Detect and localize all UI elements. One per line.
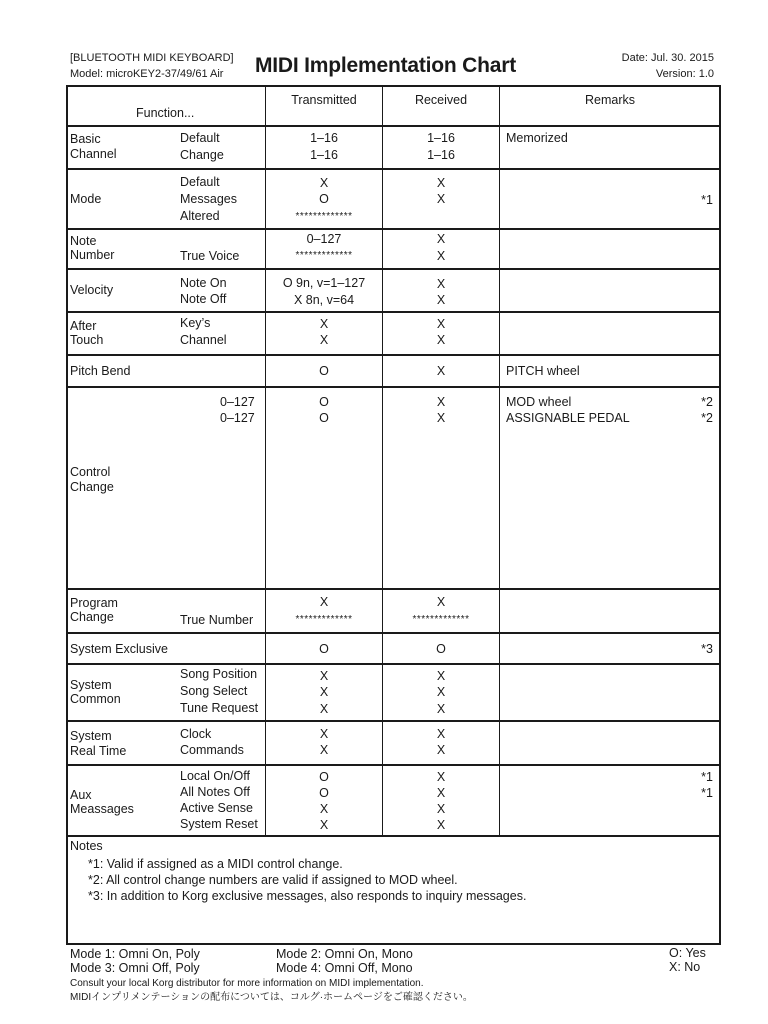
remark-marker: *1 [701, 786, 713, 800]
row-label-aux: Aux [70, 788, 92, 802]
column-divider [499, 85, 500, 836]
row-label-system-exclusive: System Exclusive [70, 642, 168, 656]
row-label-control: Control [70, 465, 111, 479]
mode-legend: Mode 2: Omni On, Mono [276, 947, 413, 961]
received-value: X [436, 786, 446, 800]
row-label-channel: Channel [70, 147, 117, 161]
sub-label: 0–127 [220, 395, 255, 409]
transmitted-value: 1–16 [310, 148, 338, 162]
row-divider [66, 632, 721, 634]
transmitted-value: X [319, 743, 329, 757]
sub-label: 0–127 [220, 411, 255, 425]
sub-label: True Number [180, 613, 254, 627]
version-label: Version: 1.0 [655, 68, 714, 80]
received-value: X [436, 818, 446, 832]
sub-label: Tune Request [180, 701, 259, 715]
row-label-velocity: Velocity [70, 283, 114, 297]
received-value: X [436, 249, 446, 263]
sub-label: Song Select [180, 684, 248, 698]
row-label-system: System [70, 729, 112, 743]
transmitted-value: O 9n, v=1–127 [282, 276, 366, 290]
consult-note: Consult your local Korg distributor for more information on MIDI implementation. [70, 978, 424, 989]
sub-label: Default [180, 131, 220, 145]
transmitted-value: O [319, 395, 329, 409]
remark-marker: *1 [701, 193, 713, 207]
device-type-label: [BLUETOOTH MIDI KEYBOARD] [70, 52, 234, 64]
row-divider [66, 268, 721, 270]
sub-label: Commands [180, 743, 244, 757]
column-header-received: Received [414, 93, 468, 107]
transmitted-value: X [319, 702, 329, 716]
row-label-basic: Basic [70, 132, 101, 146]
page-title: MIDI Implementation Chart [255, 54, 517, 77]
transmitted-value: 0–127 [306, 232, 342, 246]
received-value: 1–16 [427, 131, 455, 145]
received-value: X [436, 293, 446, 307]
received-value: X [436, 364, 446, 378]
row-divider [66, 386, 721, 388]
received-value: O [436, 642, 446, 656]
row-divider [66, 663, 721, 665]
remark-text: MOD wheel [506, 395, 572, 409]
row-divider [66, 228, 721, 230]
row-divider [66, 311, 721, 313]
remark-text: ASSIGNABLE PEDAL [506, 411, 630, 425]
column-header-transmitted: Transmitted [291, 93, 357, 107]
row-divider [66, 764, 721, 766]
model-label: Model: microKEY2-37/49/61 Air [70, 68, 224, 80]
received-value: X [436, 176, 446, 190]
mode-legend: Mode 4: Omni Off, Mono [276, 961, 413, 975]
row-label-number: Number [70, 248, 115, 262]
row-divider [66, 720, 721, 722]
received-value: X [436, 232, 446, 246]
row-divider [66, 125, 721, 127]
transmitted-value: ************* [295, 250, 353, 261]
received-value: X [436, 411, 446, 425]
row-label-pitch-bend: Pitch Bend [70, 364, 131, 378]
row-label-change: Change [70, 480, 114, 494]
sub-label: Local On/Off [180, 769, 250, 783]
sub-label: Note On [180, 276, 227, 290]
consult-note-japanese: MIDIインプリメンテーションの配布については、コルグ·ホームページをご確認ください。 [70, 992, 473, 1003]
received-value: X [436, 669, 446, 683]
row-label-system: System [70, 678, 112, 692]
received-value: X [436, 685, 446, 699]
mode-legend: Mode 1: Omni On, Poly [70, 947, 200, 961]
received-value: X [436, 802, 446, 816]
note-item: *3: In addition to Korg exclusive messages, also responds to inquiry messages. [88, 889, 527, 903]
received-value: X [436, 702, 446, 716]
transmitted-value: 1–16 [310, 131, 338, 145]
remark-marker: *2 [701, 395, 713, 409]
sub-label: True Voice [180, 249, 240, 263]
no-legend: X: No [669, 960, 701, 974]
remark-marker: *3 [701, 642, 713, 656]
transmitted-value: X [319, 176, 329, 190]
mode-legend: Mode 3: Omni Off, Poly [70, 961, 200, 975]
sub-label: All Notes Off [180, 785, 250, 799]
received-value: 1–16 [427, 148, 455, 162]
transmitted-value: O [319, 786, 329, 800]
sub-label: Active Sense [180, 801, 253, 815]
transmitted-value: X [319, 685, 329, 699]
row-label-note: Note [70, 234, 97, 248]
received-value: X [436, 770, 446, 784]
remark-text: Memorized [506, 131, 568, 145]
remark-marker: *1 [701, 770, 713, 784]
transmitted-value: O [319, 770, 329, 784]
sub-label: Clock [180, 727, 212, 741]
received-value: X [436, 595, 446, 609]
transmitted-value: X [319, 669, 329, 683]
sub-label: Altered [180, 209, 220, 223]
transmitted-value: O [319, 642, 329, 656]
date-label: Date: Jul. 30. 2015 [621, 52, 714, 64]
sub-label: Default [180, 175, 220, 189]
sub-label: Song Position [180, 667, 258, 681]
row-label-mode: Mode [70, 192, 102, 206]
transmitted-value: O [319, 192, 329, 206]
received-value: X [436, 192, 446, 206]
row-label-real-time: Real Time [70, 744, 127, 758]
transmitted-value: X [319, 317, 329, 331]
row-label-common: Common [70, 692, 121, 706]
transmitted-value: X [319, 818, 329, 832]
row-divider [66, 835, 721, 837]
transmitted-value: X [319, 727, 329, 741]
row-label-touch: Touch [70, 333, 104, 347]
yes-legend: O: Yes [669, 946, 706, 960]
sub-label: Change [180, 148, 224, 162]
remark-text: PITCH wheel [506, 364, 580, 378]
sub-label: Channel [180, 333, 227, 347]
sub-label: System Reset [180, 817, 258, 831]
row-divider [66, 354, 721, 356]
transmitted-value: X [319, 802, 329, 816]
notes-heading: Notes [70, 839, 103, 853]
transmitted-value: X 8n, v=64 [293, 293, 355, 307]
row-label-program: Program [70, 596, 118, 610]
transmitted-value: O [319, 364, 329, 378]
note-item: *2: All control change numbers are valid if assigned to MOD wheel. [88, 873, 458, 887]
transmitted-value: ************* [295, 614, 353, 625]
received-value: X [436, 317, 446, 331]
received-value: X [436, 395, 446, 409]
transmitted-value: X [319, 333, 329, 347]
received-value: X [436, 743, 446, 757]
received-value: X [436, 727, 446, 741]
note-item: *1: Valid if assigned as a MIDI control change. [88, 857, 343, 871]
sub-label: Messages [180, 192, 237, 206]
transmitted-value: ************* [295, 211, 353, 222]
row-divider [66, 588, 721, 590]
row-label-after: After [70, 319, 97, 333]
column-header-function: Function... [136, 106, 195, 120]
sub-label: Note Off [180, 292, 227, 306]
row-label-messages: Meassages [70, 802, 134, 816]
received-value: X [436, 333, 446, 347]
row-divider [66, 168, 721, 170]
received-value: ************* [412, 614, 470, 625]
column-header-remarks: Remarks [584, 93, 635, 107]
transmitted-value: O [319, 411, 329, 425]
remark-marker: *2 [701, 411, 713, 425]
received-value: X [436, 277, 446, 291]
sub-label: Key’s [180, 316, 211, 330]
transmitted-value: X [319, 595, 329, 609]
row-label-change: Change [70, 610, 114, 624]
